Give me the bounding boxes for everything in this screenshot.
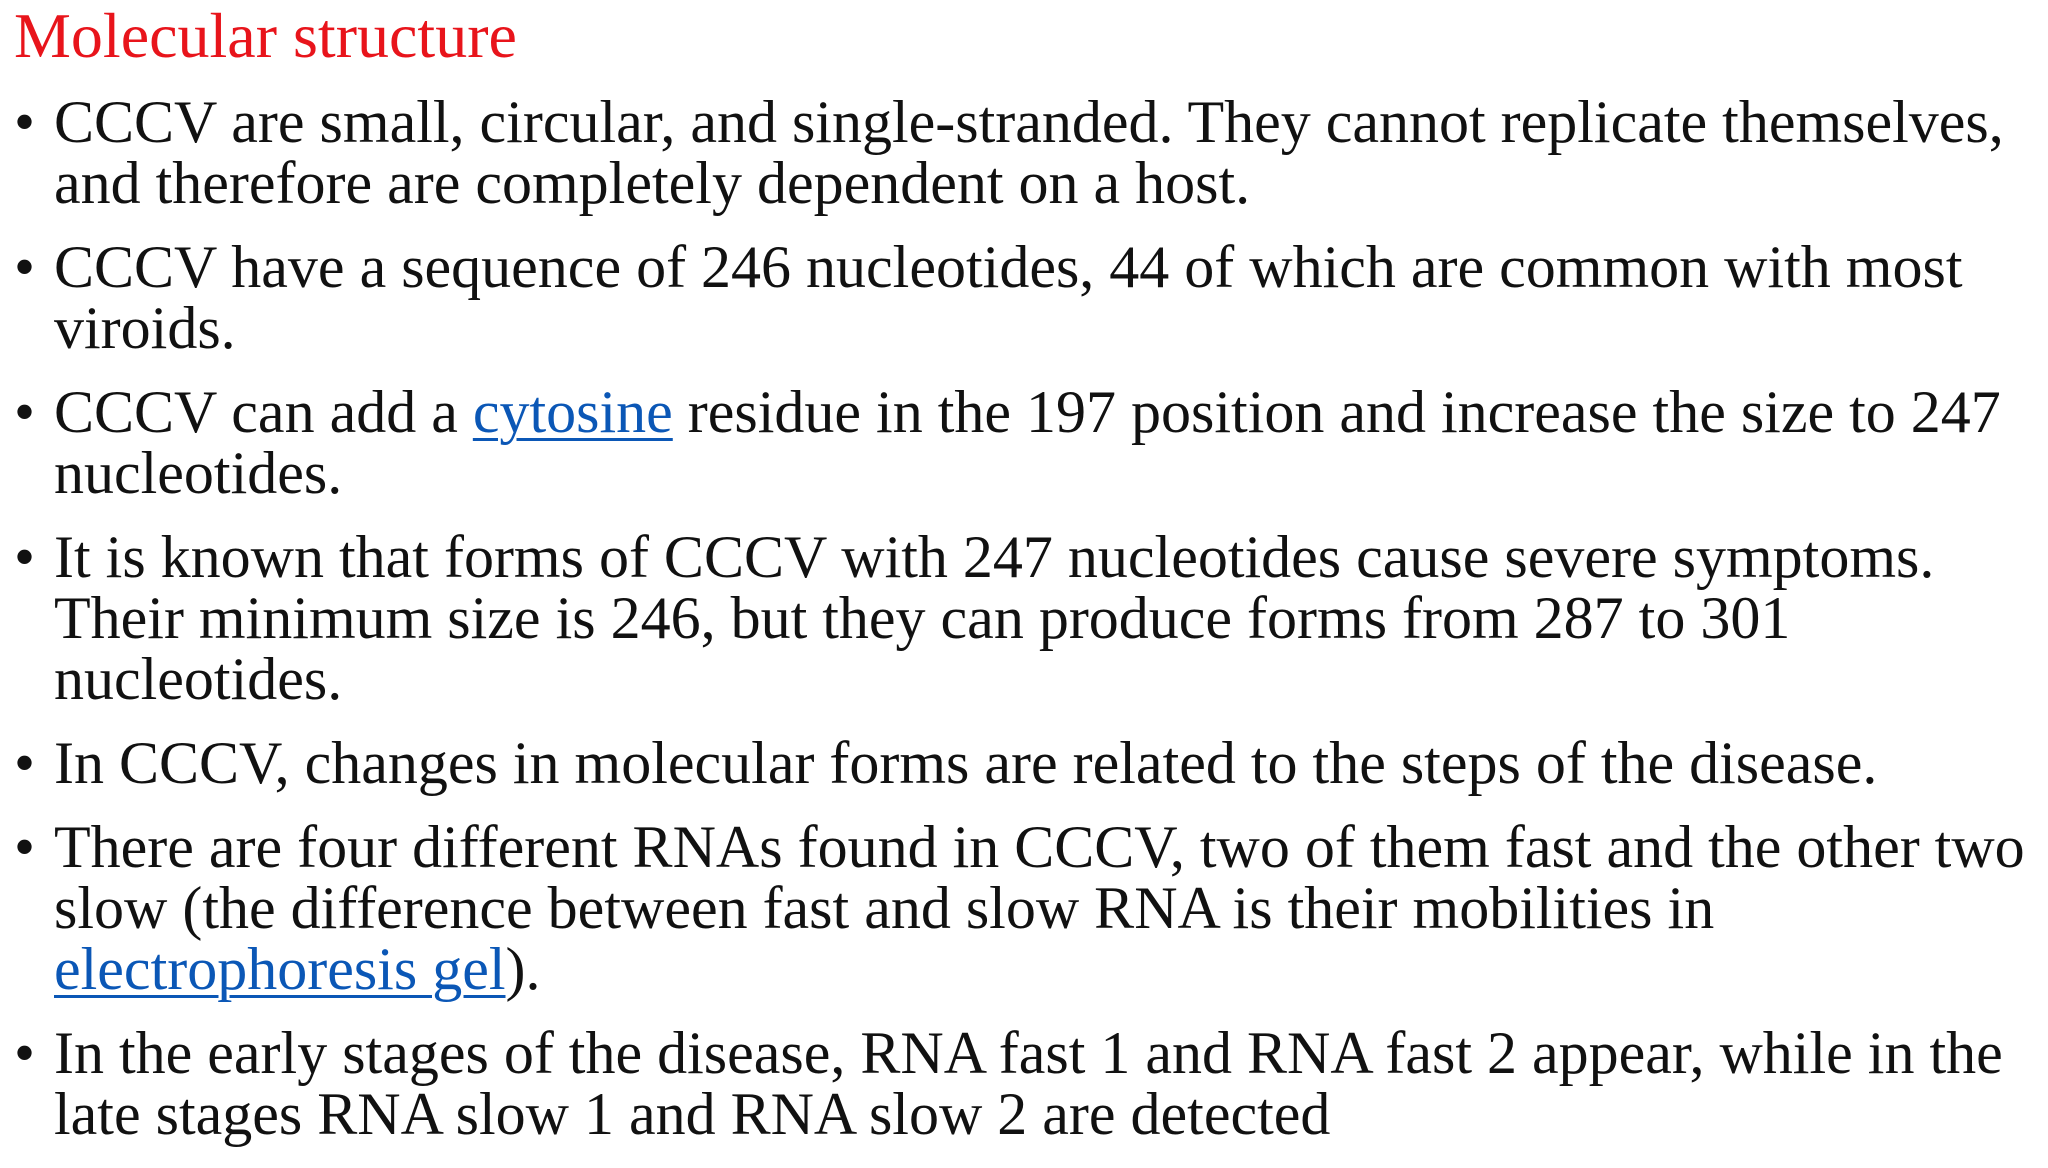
bullet-list: [14, 89, 2042, 1168]
bullet-text: In CCCV, changes in molecular forms are related to the steps of the disease.: [54, 730, 1878, 796]
bullet-dot: •: [14, 234, 36, 300]
bullet-text: CCCV have a sequence of 246 nucleotides, 44 of which are common with most viroids.: [54, 234, 1963, 361]
bullet-dot: •: [14, 730, 36, 796]
bullet-dot: •: [14, 89, 36, 155]
bullet-text-before-link: CCCV can add a: [54, 379, 473, 445]
bullet-item-5: [14, 730, 2042, 796]
bullet-item-2: [14, 234, 2042, 361]
bullet-dot: •: [14, 379, 36, 445]
bullet-dot: •: [14, 814, 36, 880]
bullet-text-after-link: ).: [505, 936, 541, 1002]
bullet-item-3: [14, 379, 2042, 506]
bullet-text: In the early stages of the disease, RNA fast 1 and RNA fast 2 appear, while in the late stages RNA slow 1 and RNA slow 2 are detected: [54, 1020, 2003, 1147]
bullet-text-before-link: There are four different RNAs found in CCCV, two of them fast and the other two slow (the difference between fast and slow RNA is their mobilities in: [54, 814, 2025, 941]
bullet-item-7: [14, 1020, 2042, 1147]
bullet-text: CCCV are small, circular, and single-stranded. They cannot replicate themselves, and therefore are completely dependent on a host.: [54, 89, 2004, 216]
bullet-text-after-link: residue in the 197 position and increase the size to 247 nucleotides.: [54, 379, 2001, 506]
cytosine-link[interactable]: cytosine: [472, 379, 673, 445]
electrophoresis-gel-link[interactable]: electrophoresis gel: [54, 936, 506, 1002]
bullet-dot: •: [14, 1020, 36, 1086]
bullet-dot: •: [14, 524, 36, 590]
bullet-item-6: [14, 814, 2042, 1002]
bullet-item-1: [14, 89, 2042, 216]
page-title: Molecular structure: [14, 0, 517, 71]
bullet-text: It is known that forms of CCCV with 247 nucleotides cause severe symptoms. Their minimum size is 246, but they can produce forms from 287 to 301 nucleotides.: [54, 524, 1935, 712]
bullet-item-4: [14, 524, 2042, 712]
